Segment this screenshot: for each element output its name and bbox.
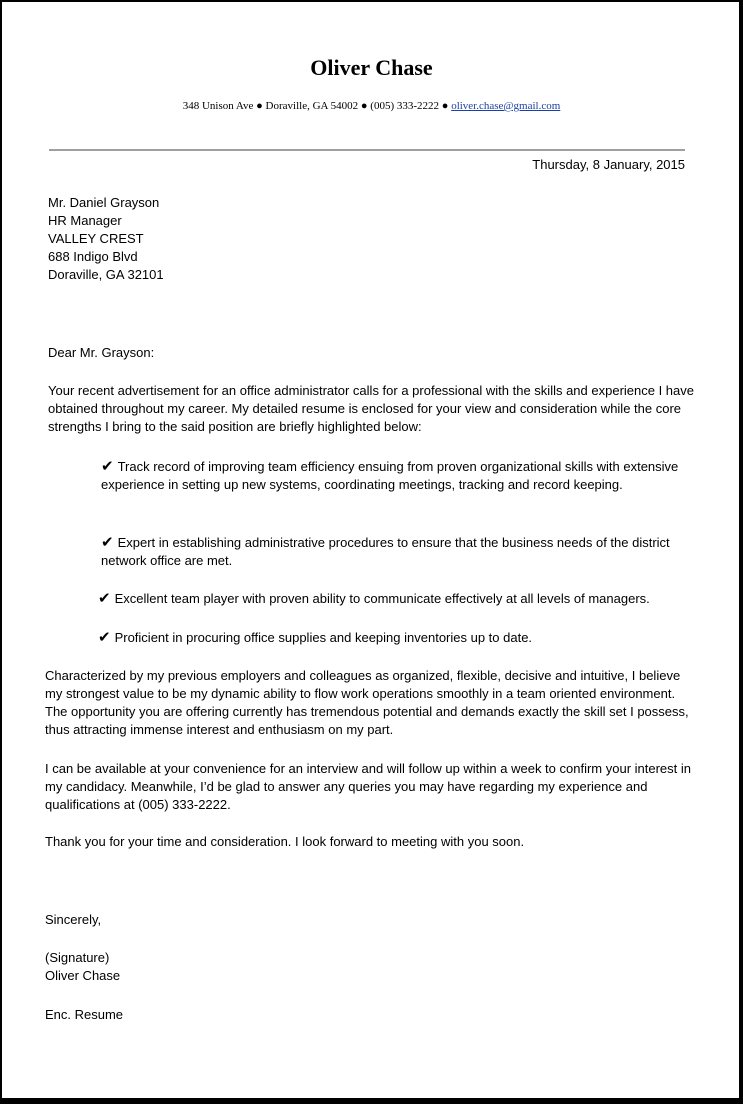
salutation: Dear Mr. Grayson: xyxy=(48,345,155,360)
strengths-paragraph: Characterized by my previous employers and colleagues as organized, flexible, decisive and intuitive, I believe my strongest value to be my dynamic ability to flow work operations smoothly in a team oriented environment. The opportunity you are offering currently has tremendous potential and demands exactly the skill set I possess, thus attracting immense interest and enthusiasm on my part. xyxy=(45,668,689,737)
signature-placeholder: (Signature) xyxy=(45,950,110,965)
contact-separator: ● xyxy=(441,100,449,112)
sender-city: Doraville, GA 54002 xyxy=(265,100,359,112)
sender-address: 348 Unison Ave xyxy=(182,100,254,112)
bullet-item xyxy=(101,457,691,494)
signature-block xyxy=(45,949,120,985)
bullet-text: Track record of improving team efficiency ensuing from proven organizational skills with extensive experience in setting up new systems, coordinating meetings, tracking and record keeping. xyxy=(101,459,679,492)
bullet-item xyxy=(98,628,688,647)
recipient-name: Mr. Daniel Grayson xyxy=(48,195,160,210)
signature-name: Oliver Chase xyxy=(45,968,121,983)
check-icon: ✔ xyxy=(101,533,114,551)
recipient-company: VALLEY CREST xyxy=(48,231,144,246)
bullet-text: Proficient in procuring office supplies and keeping inventories up to date. xyxy=(114,630,533,645)
bullet-text: Expert in establishing administrative procedures to ensure that the business needs of the district network office are met. xyxy=(101,535,670,568)
header-divider xyxy=(49,149,685,151)
bullet-item xyxy=(101,533,691,570)
bullet-item xyxy=(98,589,688,608)
recipient-city: Doraville, GA 32101 xyxy=(48,267,164,282)
availability-paragraph: I can be available at your convenience for an interview and will follow up within a week to confirm your interest in my candidacy. Meanwhile, I’d be glad to answer any queries you may have regarding my experience and qualifications at (005) 333-2222. xyxy=(45,761,692,812)
check-icon: ✔ xyxy=(98,628,111,646)
letter-date: Thursday, 8 January, 2015 xyxy=(532,157,685,172)
closing: Sincerely, xyxy=(45,912,102,927)
thanks-paragraph: Thank you for your time and consideration. I look forward to meeting with you soon. xyxy=(45,834,525,849)
sender-name: Oliver Chase xyxy=(310,55,433,80)
check-icon: ✔ xyxy=(98,589,111,607)
recipient-title: HR Manager xyxy=(48,213,122,228)
recipient-block xyxy=(48,194,164,284)
check-icon: ✔ xyxy=(101,457,114,475)
enclosure-note: Enc. Resume xyxy=(45,1007,124,1022)
contact-line xyxy=(0,100,743,112)
contact-separator: ● xyxy=(360,100,368,112)
sender-phone: (005) 333-2222 xyxy=(370,100,440,112)
intro-paragraph: Your recent advertisement for an office administrator calls for a professional with the skills and experience I have obtained throughout my career. My detailed resume is enclosed for your view and consideration while the core strengths I bring to the said position are briefly highlighted below: xyxy=(48,383,695,434)
contact-separator: ● xyxy=(256,100,263,112)
sender-email-link[interactable]: oliver.chase@gmail.com xyxy=(451,100,561,112)
bullet-text: Excellent team player with proven ability to communicate effectively at all levels of managers. xyxy=(114,591,650,606)
recipient-street: 688 Indigo Blvd xyxy=(48,249,138,264)
